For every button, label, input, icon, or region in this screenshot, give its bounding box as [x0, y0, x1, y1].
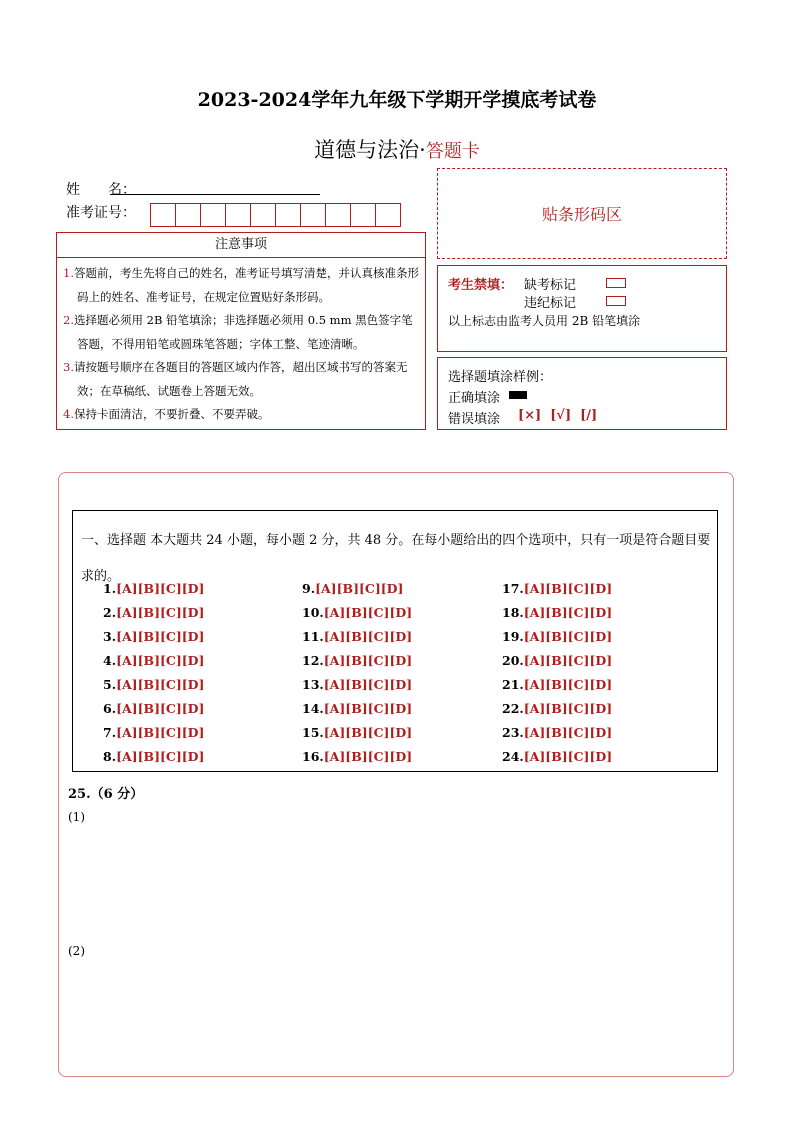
- choice-question[interactable]: [103, 725, 204, 740]
- ticket-digit-box[interactable]: [300, 203, 326, 227]
- correct-fill-sample: [509, 391, 527, 399]
- choice-question[interactable]: [103, 677, 204, 692]
- absent-mark-box[interactable]: [606, 278, 626, 288]
- answer-options[interactable]: [A][B][C][D]: [523, 605, 613, 620]
- choice-question[interactable]: [103, 629, 204, 644]
- examiner-only-box: [437, 265, 727, 352]
- question-number: 17.: [502, 581, 524, 596]
- question-25-part-2: (2): [68, 944, 85, 958]
- barcode-area: [437, 168, 727, 259]
- subject-name: 道德与法治: [314, 138, 420, 162]
- question-number: 23.: [502, 725, 524, 740]
- choice-question[interactable]: [103, 605, 204, 620]
- question-number: 5.: [103, 677, 117, 692]
- ticket-digit-box[interactable]: [225, 203, 251, 227]
- choice-question[interactable]: [502, 629, 612, 644]
- choice-section: [72, 510, 718, 772]
- question-25-title: 25.（6 分）: [68, 787, 144, 802]
- wrong-fill-samples: [×] [√] [/]: [518, 408, 598, 423]
- choice-question[interactable]: [302, 581, 403, 596]
- question-number: 14.: [302, 701, 324, 716]
- choice-question[interactable]: [302, 701, 412, 716]
- choice-question[interactable]: [302, 653, 412, 668]
- fill-sample-box: [437, 357, 727, 430]
- notice-item: 3.请按题号顺序在各题目的答题区域内作答，超出区域书写的答案无效；在草稿纸、试题卷上答题无效。: [63, 360, 408, 398]
- ticket-digit-box[interactable]: [150, 203, 176, 227]
- question-number: 8.: [103, 749, 117, 764]
- question-25-part-1: (1): [68, 810, 85, 824]
- question-number: 3.: [103, 629, 117, 644]
- question-number: 24.: [502, 749, 524, 764]
- answer-options[interactable]: [A][B][C][D]: [116, 749, 205, 764]
- question-number: 1.: [103, 581, 117, 596]
- answer-card-label: 答题卡: [425, 141, 480, 162]
- answer-options[interactable]: [A][B][C][D]: [323, 653, 413, 668]
- answer-options[interactable]: [A][B][C][D]: [116, 581, 205, 596]
- forbid-label: 考生禁填：: [448, 278, 514, 293]
- answer-options[interactable]: [A][B][C][D]: [116, 653, 205, 668]
- choice-question[interactable]: [502, 725, 612, 740]
- absent-label: 缺考标记: [524, 278, 577, 293]
- ticket-digit-box[interactable]: [375, 203, 401, 227]
- choice-question[interactable]: [302, 605, 412, 620]
- subtitle-separator: ·: [419, 138, 426, 162]
- answer-options[interactable]: [A][B][C][D]: [323, 629, 413, 644]
- name-field[interactable]: [110, 193, 320, 195]
- choice-question[interactable]: [103, 581, 204, 596]
- choice-question[interactable]: [302, 725, 412, 740]
- choice-question[interactable]: [502, 653, 612, 668]
- choice-question[interactable]: [302, 677, 412, 692]
- question-number: 12.: [302, 653, 324, 668]
- choice-question[interactable]: [502, 605, 612, 620]
- choice-question[interactable]: [103, 701, 204, 716]
- choice-question[interactable]: [502, 749, 612, 764]
- ticket-digit-box[interactable]: [275, 203, 301, 227]
- answer-options[interactable]: [A][B][C][D]: [323, 749, 413, 764]
- ticket-number-boxes[interactable]: [150, 203, 400, 227]
- choice-question[interactable]: [302, 629, 412, 644]
- answer-options[interactable]: [A][B][C][D]: [323, 605, 413, 620]
- question-number: 9.: [302, 581, 316, 596]
- notice-item: 1.答题前，考生先将自己的姓名，准考证号填写清楚，并认真核准条形码上的姓名、准考证号，在规定位置贴好条形码。: [63, 266, 419, 304]
- ticket-digit-box[interactable]: [325, 203, 351, 227]
- answer-options[interactable]: [A][B][C][D]: [116, 677, 205, 692]
- answer-options[interactable]: [A][B][C][D]: [323, 725, 413, 740]
- answer-options[interactable]: [A][B][C][D]: [523, 629, 613, 644]
- choice-question[interactable]: [103, 749, 204, 764]
- ticket-digit-box[interactable]: [350, 203, 376, 227]
- question-number: 16.: [302, 749, 324, 764]
- answer-options[interactable]: [A][B][C][D]: [523, 725, 613, 740]
- ticket-digit-box[interactable]: [175, 203, 201, 227]
- question-number: 22.: [502, 701, 524, 716]
- name-label: 姓 名：: [66, 182, 136, 198]
- notice-item: 2.选择题必须用 2B 铅笔填涂；非选择题必须用 0.5 mm 黑色签字笔答题，不得用铅笔或圆珠笔答题；字体工整、笔迹清晰。: [63, 313, 413, 351]
- answer-options[interactable]: [A][B][C][D]: [315, 581, 404, 596]
- answer-options[interactable]: [A][B][C][D]: [116, 701, 205, 716]
- answer-options[interactable]: [A][B][C][D]: [523, 701, 613, 716]
- question-number: 7.: [103, 725, 117, 740]
- violation-mark-box[interactable]: [606, 296, 626, 306]
- answer-options[interactable]: [A][B][C][D]: [523, 677, 613, 692]
- answer-options[interactable]: [A][B][C][D]: [116, 605, 205, 620]
- question-number: 10.: [302, 605, 324, 620]
- wrong-fill-label: 错误填涂: [448, 412, 501, 427]
- correct-fill-label: 正确填涂: [448, 391, 501, 406]
- barcode-label: 贴条形码区: [541, 205, 622, 224]
- question-number: 6.: [103, 701, 117, 716]
- notice-item: 4.保持卡面清洁，不要折叠、不要弄破。: [63, 407, 270, 421]
- answer-options[interactable]: [A][B][C][D]: [323, 701, 413, 716]
- question-number: 2.: [103, 605, 117, 620]
- subject-title: [0, 134, 794, 164]
- answer-options[interactable]: [A][B][C][D]: [116, 629, 205, 644]
- question-number: 20.: [502, 653, 524, 668]
- answer-options[interactable]: [A][B][C][D]: [523, 653, 613, 668]
- notice-box: [56, 232, 426, 430]
- answer-options[interactable]: [A][B][C][D]: [523, 749, 613, 764]
- answer-options[interactable]: [A][B][C][D]: [323, 677, 413, 692]
- forbid-note: 以上标志由监考人员用 2B 铅笔填涂: [448, 314, 641, 328]
- sample-heading: 选择题填涂样例：: [448, 370, 553, 385]
- question-number: 4.: [103, 653, 117, 668]
- choice-question[interactable]: [502, 701, 612, 716]
- choice-question[interactable]: [103, 653, 204, 668]
- choice-question[interactable]: [302, 749, 412, 764]
- notice-heading: 注意事项: [57, 233, 425, 258]
- question-number: 13.: [302, 677, 324, 692]
- section-heading: 一、选择题 本大题共 24 小题，每小题 2 分，共 48 分。在每小题给出的四个选项中，只有一项是符合题目要求的。: [81, 533, 711, 584]
- question-number: 11.: [302, 629, 324, 644]
- question-number: 15.: [302, 725, 324, 740]
- choice-question[interactable]: [502, 677, 612, 692]
- ticket-number-label: 准考证号：: [66, 205, 136, 221]
- violation-label: 违纪标记: [524, 296, 577, 311]
- ticket-digit-box[interactable]: [250, 203, 276, 227]
- ticket-digit-box[interactable]: [200, 203, 226, 227]
- question-number: 19.: [502, 629, 524, 644]
- answer-options[interactable]: [A][B][C][D]: [116, 725, 205, 740]
- answer-options[interactable]: [A][B][C][D]: [523, 581, 613, 596]
- exam-title: 2023-2024学年九年级下学期开学摸底考试卷: [197, 89, 597, 111]
- question-number: 21.: [502, 677, 524, 692]
- choice-question[interactable]: [502, 581, 612, 596]
- notice-list: [57, 258, 425, 431]
- question-number: 18.: [502, 605, 524, 620]
